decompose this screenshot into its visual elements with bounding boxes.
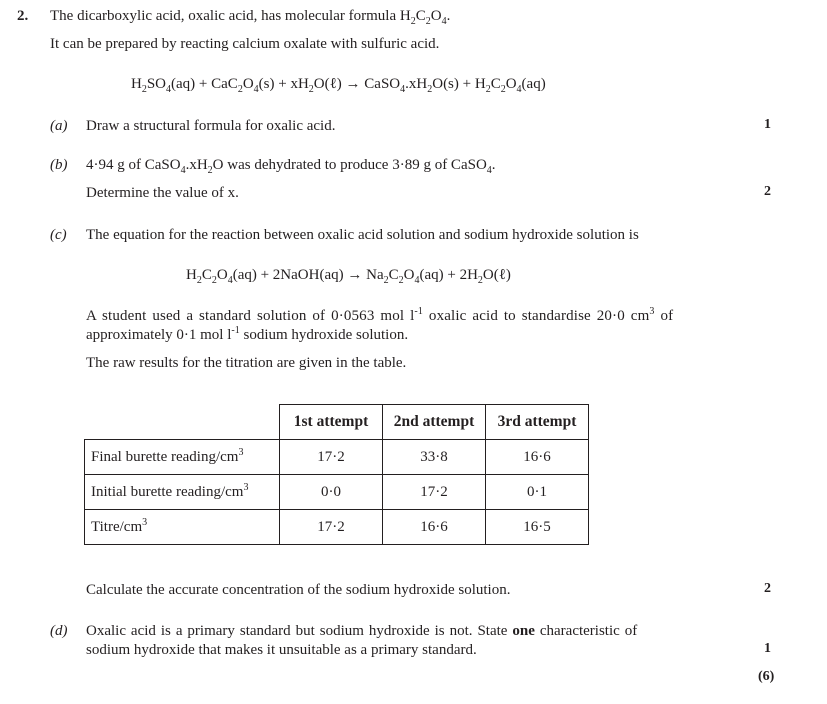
table-header-1st-attempt: 1st attempt — [280, 405, 383, 440]
part-d-label: (d) — [50, 623, 68, 639]
part-b-text: 4·94 g of $CaSO_4.xH_2O$ was dehydrated to produce 3·89 g of CaSO$_4$. — [86, 157, 496, 176]
table-cell: 17·2 — [280, 440, 383, 475]
table-cell: 0·1 — [486, 475, 589, 510]
table-cell: 17·2 — [280, 510, 383, 545]
part-d-line-1 — [86, 622, 637, 640]
part-c-para-2: The raw results for the titration are given in the table. — [86, 355, 407, 371]
part-d-line-2: sodium hydroxide that makes it unsuitable as a primary standard. — [86, 642, 477, 658]
part-d-line-1-end: characteristic of — [534, 623, 638, 639]
part-c-para-1-line-2-pre: approximately 0·1 mol l — [86, 327, 232, 343]
table-cell: 33·8 — [383, 440, 486, 475]
part-c-para-1-line-2-end: sodium hydroxide solution. — [239, 327, 409, 343]
part-c-para-1-line-1-pre: A student used a standard solution of 0·0563 mol l — [86, 308, 415, 324]
row-label-final-reading-text: Final burette reading/cm — [91, 448, 239, 465]
part-c-para-1-line-2: approximately 0·1 mol $l^{-1}$ sodium hydroxide solution. — [86, 325, 409, 343]
table-cell: 16·6 — [383, 510, 486, 545]
part-b-text-pre: 4·94 g of CaSO — [86, 157, 181, 173]
part-b-text-mid2: O was dehydrated to produce 3·89 g of CaSO — [212, 157, 487, 173]
row-label-titre-text: Titre/cm — [91, 518, 143, 535]
preparation-equation: $H_2SO_4(aq) + CaC_2O_4(s)$ + $xH_2O(\ell)$ → $CaSO_4.xH_2O(s) + H_2C_2O_4(aq)$ — [131, 76, 546, 95]
part-d-line-1-pre: Oxalic acid is a primary standard but sodium hydroxide is not. State — [86, 623, 513, 639]
intro-line-2: It can be prepared by reacting calcium oxalate with sulfuric acid. — [50, 36, 440, 52]
part-c-text: The equation for the reaction between oxalic acid solution and sodium hydroxide solution is — [86, 227, 639, 243]
part-d-line-1-bold: one — [512, 623, 535, 639]
row-label-initial-reading-text: Initial burette reading/cm — [91, 483, 244, 500]
table-cell: 17·2 — [383, 475, 486, 510]
part-c-marks: 2 — [764, 581, 771, 596]
table-header-2nd-attempt: 2nd attempt — [383, 405, 486, 440]
intro-line-1: The dicarboxylic acid, oxalic acid, has molecular formula $H_2C_2O_4$. — [50, 8, 451, 27]
table-row — [85, 440, 589, 475]
total-marks: (6) — [758, 669, 775, 684]
table-corner-cell — [85, 405, 280, 440]
part-c-para-1-line-1-end: of — [654, 308, 674, 324]
part-d-marks: 1 — [764, 641, 771, 656]
part-b-text-mid: .xH — [185, 157, 208, 173]
neutralisation-equation: $H_2C_2O_4(aq)$ + 2NaOH(aq) → $Na_2C_2O_4(aq)$ + $2H_2O(\ell)$ — [186, 267, 511, 286]
part-b-label: (b) — [50, 157, 68, 173]
part-c-para-1-line-1: A student used a standard solution of 0·0563 mol $l^{-1}$ oxalic acid to standardise 20·0 $cm^3$ of — [86, 306, 674, 324]
part-a-marks: 1 — [764, 117, 771, 132]
row-label-titre: Titre/$cm^3$ — [85, 510, 280, 545]
part-c-calc-text: Calculate the accurate concentration of the sodium hydroxide solution. — [86, 582, 511, 598]
part-b-text-end: . — [491, 157, 496, 173]
table-cell: 16·6 — [486, 440, 589, 475]
part-a-text: Draw a structural formula for oxalic acid. — [86, 118, 336, 134]
titration-results-table — [84, 404, 589, 545]
table-row — [85, 510, 589, 545]
table-cell: 16·5 — [486, 510, 589, 545]
row-label-initial-reading: Initial burette reading/$cm^3$ — [85, 475, 280, 510]
table-cell: 0·0 — [280, 475, 383, 510]
part-c-para-1-line-1-mid: oxalic acid to standardise 20·0 cm — [423, 308, 650, 324]
intro-line-1-text: The dicarboxylic acid, oxalic acid, has molecular formula H — [50, 8, 411, 24]
part-b-marks: 2 — [764, 184, 771, 199]
question-number: 2. — [17, 8, 29, 24]
part-c-label: (c) — [50, 227, 67, 243]
part-b-line-2: Determine the value of x. — [86, 185, 239, 201]
table-row — [85, 475, 589, 510]
row-label-final-reading: Final burette reading/$cm^3$ — [85, 440, 280, 475]
table-header-row — [85, 405, 589, 440]
table-header-3rd-attempt: 3rd attempt — [486, 405, 589, 440]
part-a-label: (a) — [50, 118, 68, 134]
